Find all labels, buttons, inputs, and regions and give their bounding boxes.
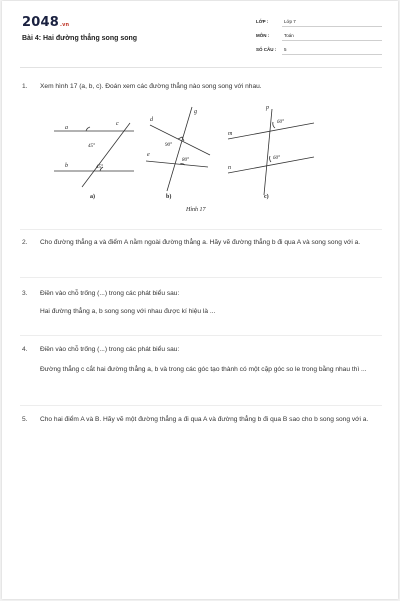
question-4	[22, 345, 382, 395]
figure-17	[52, 101, 352, 219]
question-2	[22, 238, 382, 262]
transversal-p	[264, 109, 272, 195]
label-panel-c: c)	[264, 194, 269, 200]
figure-panel-b	[146, 107, 210, 191]
figure-caption: Hình 17	[186, 207, 206, 213]
angle-arc-bottom	[270, 156, 271, 162]
question-text: Cho hai điểm A và B. Hãy vẽ một đường thẳng a đi qua A và đường thẳng b đi qua B sao cho b song song với a.	[40, 416, 369, 423]
meta-subject	[256, 33, 382, 38]
angle-arc-top	[273, 122, 275, 128]
label-angle-b-top: 90°	[165, 143, 172, 148]
question-text: Điền vào chỗ trống (...) trong các phát biểu sau:	[40, 290, 180, 297]
label-line-a: a	[65, 125, 68, 131]
meta-subject-label: MÔN :	[256, 33, 270, 38]
question-number: 3.	[22, 290, 28, 297]
question-text: Xem hình 17 (a, b, c). Đoán xem các đường thẳng nào song song với nhau.	[40, 83, 262, 90]
question-3	[22, 289, 382, 325]
label-panel-a: a)	[90, 194, 95, 200]
line-d	[150, 125, 210, 155]
meta-count	[256, 47, 382, 52]
meta-count-value: 5	[284, 47, 287, 52]
header-divider	[20, 67, 382, 68]
line-e	[146, 161, 208, 167]
label-line-b: b	[65, 163, 68, 169]
angle-arc-top	[86, 127, 90, 131]
meta-divider	[282, 40, 382, 41]
question-statement: Đường thẳng c cắt hai đường thẳng a, b và trong các góc tạo thành có một cặp góc so le trong bằng nhau thì ...	[40, 366, 367, 373]
label-line-e: e	[147, 152, 150, 158]
worksheet-page	[2, 1, 398, 599]
question-number: 1.	[22, 83, 28, 90]
question-text: Cho đường thẳng a và điểm A nằm ngoài đường thẳng a. Hãy vẽ đường thẳng b đi qua A và song song với a.	[40, 239, 361, 246]
question-divider	[20, 335, 382, 336]
figure-panel-c	[228, 109, 314, 195]
question-statement: Hai đường thẳng a, b song song với nhau được kí hiệu là ...	[40, 308, 216, 315]
label-line-d: d	[150, 117, 153, 123]
label-angle-a-bottom: 45°	[96, 165, 103, 170]
question-number: 4.	[22, 346, 28, 353]
meta-subject-value: Toán	[284, 33, 294, 38]
label-angle-b-bottom: 80°	[182, 158, 189, 163]
question-divider	[20, 277, 382, 278]
lesson-title: Bài 4: Hai đường thẳng song song	[22, 35, 138, 42]
question-1	[22, 82, 382, 94]
transversal-g	[167, 107, 192, 191]
line-m	[228, 123, 314, 139]
question-number: 2.	[22, 239, 28, 246]
figure-panel-a	[54, 123, 134, 187]
meta-class-label: LỚP :	[256, 19, 269, 24]
question-divider	[20, 405, 382, 406]
meta-divider	[282, 26, 382, 27]
label-transversal-p: p	[266, 105, 269, 111]
question-text: Điền vào chỗ trống (...) trong các phát biểu sau:	[40, 346, 180, 353]
label-angle-c-bottom: 60°	[273, 156, 280, 161]
label-transversal-g: g	[194, 109, 197, 115]
meta-count-label: SỐ CÂU :	[256, 47, 277, 52]
meta-class	[256, 19, 382, 24]
transversal-c	[82, 123, 130, 187]
line-n	[228, 157, 314, 173]
logo-main: 2048	[22, 15, 59, 30]
label-angle-a-top: 45°	[88, 144, 95, 149]
question-divider	[20, 229, 382, 230]
label-transversal-c: c	[116, 121, 119, 127]
label-line-m: m	[228, 131, 233, 137]
label-panel-b: b)	[166, 194, 172, 200]
question-number: 5.	[22, 416, 28, 423]
question-5	[22, 415, 382, 439]
worksheet-header	[2, 1, 398, 63]
meta-divider	[282, 54, 382, 55]
logo-suffix: .vn	[59, 22, 70, 28]
site-logo[interactable]	[22, 15, 69, 30]
meta-class-value: Lớp 7	[284, 19, 296, 24]
label-line-n: n	[228, 165, 231, 171]
label-angle-c-top: 60°	[277, 120, 284, 125]
